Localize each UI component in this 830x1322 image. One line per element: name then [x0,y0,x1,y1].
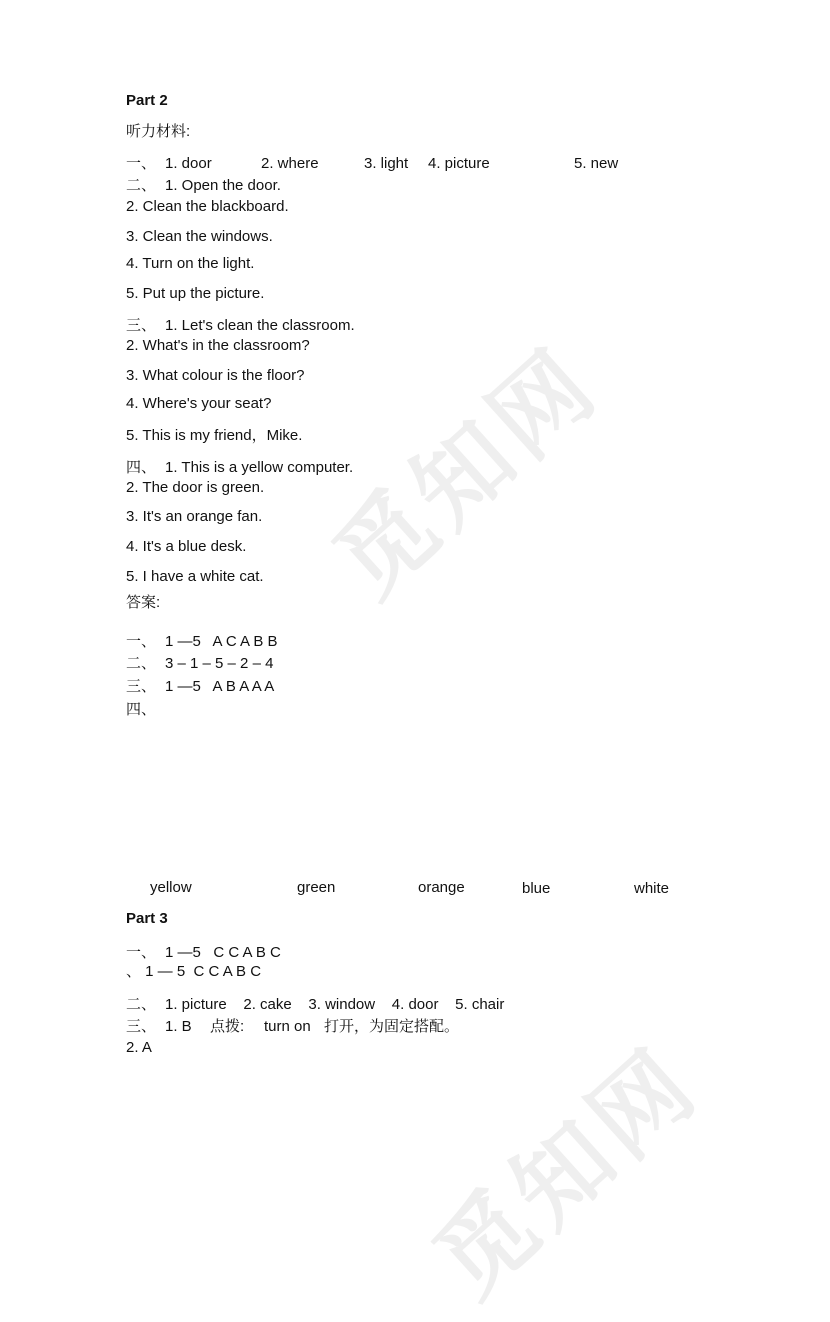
sentence: 1. This is a yellow computer. [165,459,354,476]
sentence: 4. Where's your seat? [126,395,272,412]
sentence: 2. What's in the classroom? [126,337,310,354]
answers-label: 答案: [126,594,161,611]
section-marker: 四、 [126,701,157,718]
color-word: blue [522,880,551,897]
watermark: 觅知网 [413,1026,721,1319]
note-phrase: turn on [264,1018,311,1035]
listening-label: 听力材料: [126,123,191,140]
section-marker: 三、 [126,1018,157,1035]
vocab-item: 5. new [574,155,619,172]
vocab-item: 1. door [165,155,212,172]
answer-line: 1 —5 C C A B C [165,944,281,961]
section-marker: 一、 [126,155,157,172]
section-marker: 二、 [126,996,157,1013]
section-marker: 二、 [126,655,157,672]
sentence: 4. It's a blue desk. [126,538,247,555]
sentence: 1. Open the door. [165,177,281,194]
section-marker: 三、 [126,678,157,695]
vocab-item: 3. light [364,155,409,172]
section-marker: 三、 [126,317,157,334]
answer-line: 2. A [126,1039,152,1056]
sentence: 5. I have a white cat. [126,568,264,585]
sentence: 5. This is my friend，Mike. [126,427,303,444]
vocab-item: 2. where [261,155,319,172]
sentence: 3. It's an orange fan. [126,508,263,525]
color-word: yellow [150,879,192,896]
sentence: 5. Put up the picture. [126,285,265,302]
answer-line: 1 —5 A C A B B [165,633,278,650]
section-marker: 二、 [126,177,157,194]
part2-title: Part 2 [126,92,168,109]
answer-line: 1. B [165,1018,192,1035]
section-marker: 一、 [126,944,157,961]
answer-line: 3 – 1 – 5 – 2 – 4 [165,655,274,672]
note-explanation: 打开，为固定搭配。 [324,1018,460,1035]
sentence: 4. Turn on the light. [126,255,255,272]
answer-line: 1. picture 2. cake 3. window 4. door 5. chair [165,996,505,1013]
sentence: 3. What colour is the floor? [126,367,305,384]
color-word: white [634,880,670,897]
answer-line: 1 —5 A B A A A [165,678,275,695]
vocab-item: 4. picture [428,155,490,172]
section-marker: 一、 [126,633,157,650]
note-label: 点拨: [210,1018,245,1035]
sentence: 1. Let's clean the classroom. [165,317,355,334]
color-word: green [297,879,336,896]
watermark: 觅知网 [313,326,621,619]
sentence: 2. The door is green. [126,479,265,496]
answer-line: 、 1 — 5 C C A B C [126,963,262,980]
sentence: 3. Clean the windows. [126,228,273,245]
color-word: orange [418,879,465,896]
part3-title: Part 3 [126,910,168,927]
sentence: 2. Clean the blackboard. [126,198,289,215]
section-marker: 四、 [126,459,157,476]
